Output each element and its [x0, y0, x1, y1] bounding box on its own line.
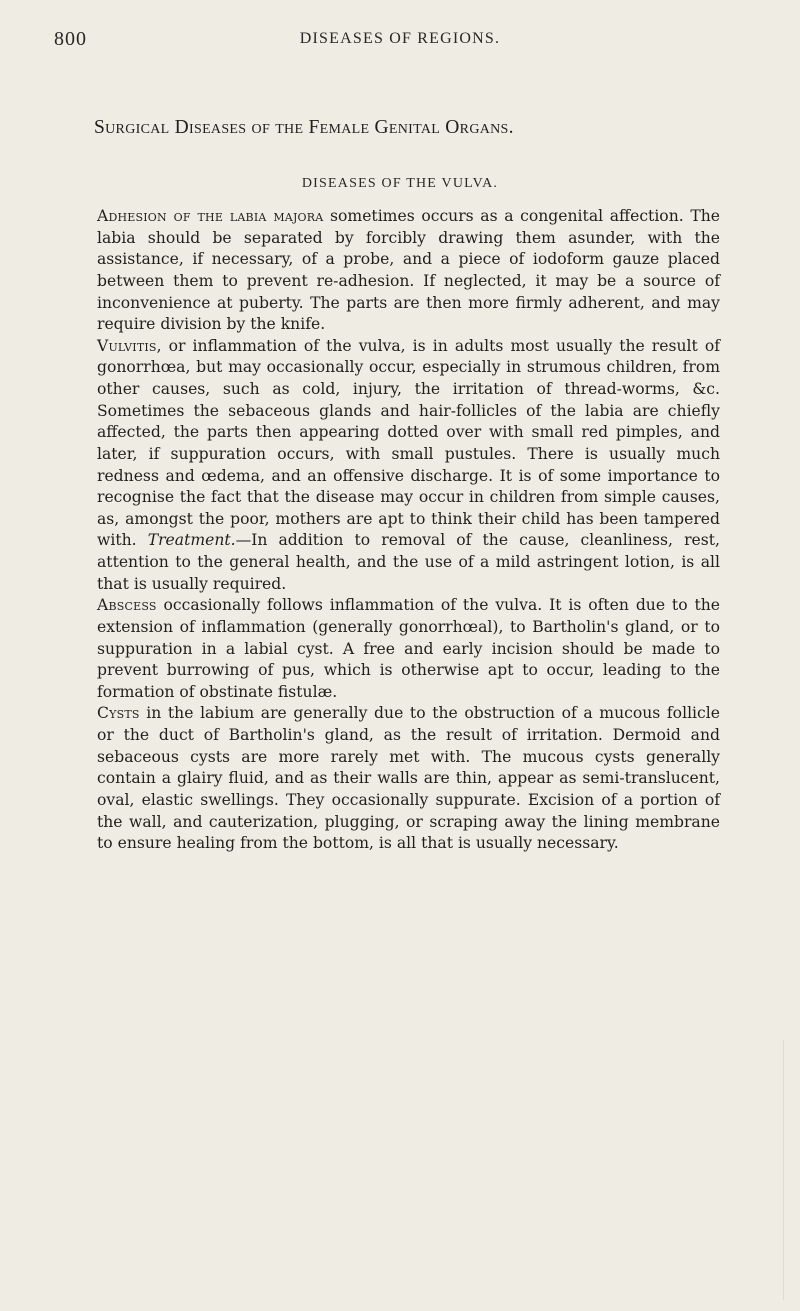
body-text: [97, 206, 720, 855]
paragraph-vulvitis: [97, 336, 720, 596]
paragraph-abscess: [97, 595, 720, 703]
paragraph-heading: Adhesion of the labia majora: [97, 207, 324, 225]
section-title: Surgical Diseases of the Female Genital Organs.: [94, 117, 514, 138]
paragraph-text: occasionally follows inflammation of the vulva. It is often due to the extension of inflammation (generally gonorrhœal), to Bartholin's gland, or to suppuration in a labial cyst. A free and early incision should be made to prevent burrowing of pus, which is otherwise apt to occur, leading to the formation of obstinate fistulæ.: [97, 596, 720, 701]
paragraph-text: —In addition to removal of the cause, cleanliness, rest, attention to the general health, and the use of a mild astringent lotion, is all that is usually required.: [97, 531, 720, 593]
paragraph-text: in the labium are generally due to the obstruction of a mucous follicle or the duct of Bartholin's gland, as the result of irritation. Dermoid and sebaceous cysts are more rarely met with. The mucous cysts generally contain a glairy fluid, and as their walls are thin, appear as semi-translucent, oval, elastic swellings. They occasionally suppurate. Excision of a portion of the wall, and cauterization, plugging, or scraping away the lining membrane to ensure healing from the bottom, is all that is usually necessary.: [97, 704, 720, 853]
paragraph-heading: Abscess: [97, 596, 157, 615]
subsection-title: DISEASES OF THE VULVA.: [301, 176, 499, 191]
treatment-label: Treatment.: [147, 531, 236, 550]
running-title: DISEASES OF REGIONS.: [299, 30, 501, 47]
page-edge-shadow: [783, 1040, 792, 1300]
paragraph-cysts: [97, 703, 720, 854]
running-head: [54, 28, 746, 52]
paragraph-heading: Vulvitis: [97, 336, 157, 355]
paragraph-heading: Cysts: [97, 704, 140, 723]
page-number: 800: [54, 28, 87, 50]
paragraph-text: sometimes occurs as a congenital affection. The labia should be separated by forcibly drawing them asunder, with the assistance, if necessary, of a probe, and a piece of iodoform gauze placed between them to prevent re-adhesion. If neglected, it may be a source of inconvenience at puberty. The parts are then more firmly adherent, and may require division by the knife.: [97, 207, 720, 334]
paragraph-adhesion: [97, 206, 720, 336]
paragraph-text: , or inflammation of the vulva, is in adults most usually the result of gonorrhœa, but may occasionally occur, especially in strumous children, from other causes, such as cold, injury, the irritation of thread-worms, &c. Sometimes the sebaceous glands and hair-follicles of the labia are chiefly affected, the parts then appearing dotted over with small red pimples, and later, if suppuration occurs, with small pustules. There is usually much redness and œdema, and an offensive discharge. It is of some importance to recognise the fact that the disease may occur in children from simple causes, as, amongst the poor, mothers are apt to think their child has been tampered with.: [97, 336, 720, 550]
